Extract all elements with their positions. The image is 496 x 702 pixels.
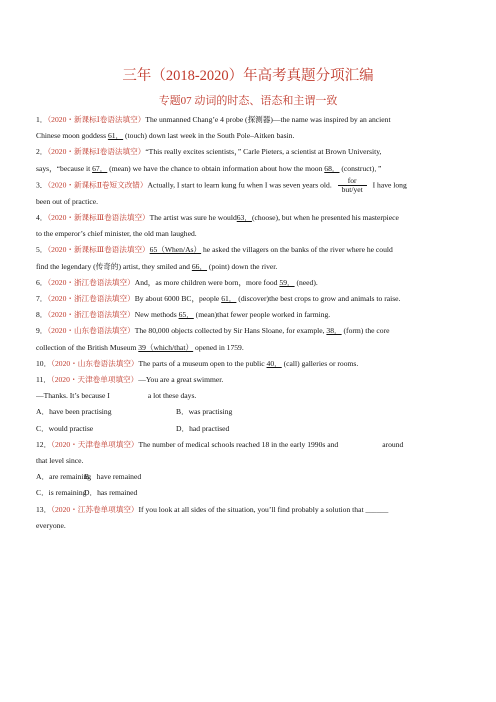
option-a: A．are remaining xyxy=(36,472,92,482)
question-3-line-1: 3．（2020・新课标Ⅱ卷短文改错）Actually, I start to learn kung fu when I was seven years old. $\frac{\text{for}}{\text{but/yet}}$ I have long xyxy=(36,176,407,194)
question-list xyxy=(36,112,460,534)
question-6: 6．（2020・浙江卷语法填空）And，as more children were born，more food 59． (need). xyxy=(36,277,318,287)
question-13-line-2: everyone. xyxy=(36,520,66,530)
source-tag: （2020・新课标Ⅲ卷语法填空） xyxy=(47,213,150,223)
source-tag: （2020・浙江卷语法填空） xyxy=(47,294,135,304)
source-tag: （2020・浙江卷语法填空） xyxy=(47,310,135,320)
question-1-line-2: Chinese moon goddess 61． (touch) down last week in the South Pole–Aitken basin. xyxy=(36,131,295,141)
answer-blank: 61． xyxy=(107,131,124,141)
answer-blank: 66． xyxy=(191,261,208,271)
question-12-line-1: 12．（2020・天津卷单项填空）The number of medical schools reached 18 in the early 1990s and around xyxy=(36,439,404,449)
option-b: B．have remained xyxy=(84,472,142,482)
answer-blank: 40． xyxy=(266,358,282,368)
answer-blank: 67． xyxy=(92,163,108,173)
page-title: 三年（2018-2020）年高考真题分项汇编 xyxy=(122,68,374,84)
option-d: D．has remained xyxy=(84,488,138,498)
question-3-line-2: been out of practice. xyxy=(36,196,98,206)
question-11-options-1 xyxy=(36,404,460,420)
question-10: 10．（2020・山东卷语法填空）The parts of a museum open to the public 40． (call) galleries or rooms. xyxy=(36,358,359,368)
question-8: 8．（2020・浙江卷语法填空）New methods 65． (mean)that fewer people worked in farming. xyxy=(36,310,331,320)
question-1-line-1: 1．（2020・新课标Ⅰ卷语法填空）The unmanned Chang’e 4 probe (探测器)—the name was inspired by an ancient xyxy=(36,115,391,124)
question-11-line-1: 11．（2020・天津卷单项填空）—You are a great swimmer. xyxy=(36,375,224,385)
answer-blank: 63． xyxy=(236,213,252,223)
source-tag: （2020・浙江卷语法填空） xyxy=(47,277,135,287)
question-2-line-2: says，“because it 67． (mean) we have the chance to obtain information about how the moon 68． (construct)．” xyxy=(36,163,382,173)
question-9-line-1: 9．（2020・山东卷语法填空）The 80,000 objects collected by Sir Hans Sloane, for example, 38． (form) the core xyxy=(36,326,390,336)
question-5-line-2: find the legendary (传奇的) artist, they smiled and 66． (point) down the river. xyxy=(36,261,278,271)
question-11-line-2: —Thanks. It’s because I a lot these days. xyxy=(36,391,197,401)
source-tag: （2020・天津卷单项填空） xyxy=(51,439,139,449)
source-tag: （2020・新课标Ⅱ卷短文改错） xyxy=(47,180,148,190)
question-12-options-2 xyxy=(36,485,460,501)
answer-blank: 38． xyxy=(326,326,342,336)
source-tag: （2020・山东卷语法填空） xyxy=(51,358,139,368)
answer-blank: 68． xyxy=(324,163,340,173)
question-2-line-1: 2．（2020・新课标Ⅰ卷语法填空）“This really excites scientists，” Carle Pieters, a scientist at Brown University, xyxy=(36,147,382,157)
answer-blank: 65． xyxy=(178,310,194,320)
answer-blank: 59． xyxy=(279,277,295,287)
answer-blank: ______ xyxy=(365,504,389,514)
source-tag: （2020・江苏卷单项填空） xyxy=(51,504,139,514)
question-13-line-1: 13．（2020・江苏卷单项填空）If you look at all sides of the situation, you’ll find probably a solution that ______ xyxy=(36,504,389,514)
source-tag: （2020・新课标Ⅰ卷语法填空） xyxy=(47,115,146,124)
option-d: D．had practised xyxy=(176,423,230,433)
question-7: 7．（2020・浙江卷语法填空）By about 6000 BC，people 61． (discover)the best crops to grow and animals to raise. xyxy=(36,294,401,304)
option-a: A．have been practising xyxy=(36,407,112,417)
question-4-line-2: to the emperor’s chief minister, the old man laughed. xyxy=(36,229,197,239)
option-c: C．is remaining xyxy=(36,488,87,498)
answer-blank: 65（When/As） xyxy=(149,245,202,255)
option-b: B．was practising xyxy=(176,407,233,417)
question-9-line-2: collection of the British Museum 39（which/that） opened in 1759. xyxy=(36,342,244,352)
question-12-options-1 xyxy=(36,469,460,485)
answer-blank: 61． xyxy=(221,294,237,304)
page-subtitle: 专题07 动词的时态、语态和主谓一致 xyxy=(158,95,338,107)
question-12-line-2: that level since. xyxy=(36,456,84,466)
source-tag: （2020・新课标Ⅰ卷语法填空） xyxy=(47,147,146,157)
correction-fraction: $\frac{\text{for}}{\text{but/yet}}$ xyxy=(338,177,367,194)
option-c: C．would practise xyxy=(36,423,94,433)
question-4-line-1: 4．（2020・新课标Ⅲ卷语法填空）The artist was sure he would63．(choose), but when he presented his masterpiece xyxy=(36,213,399,223)
source-tag: （2020・山东卷语法填空） xyxy=(47,326,135,336)
answer-blank: 39（which/that） xyxy=(138,342,194,352)
source-tag: （2020・天津卷单项填空） xyxy=(50,375,139,385)
source-tag: （2020・新课标Ⅲ卷语法填空） xyxy=(47,245,150,255)
question-5-line-1: 5．（2020・新课标Ⅲ卷语法填空）65（When/As） he asked the villagers on the banks of the river where he could xyxy=(36,245,393,255)
question-11-options-2 xyxy=(36,421,460,437)
